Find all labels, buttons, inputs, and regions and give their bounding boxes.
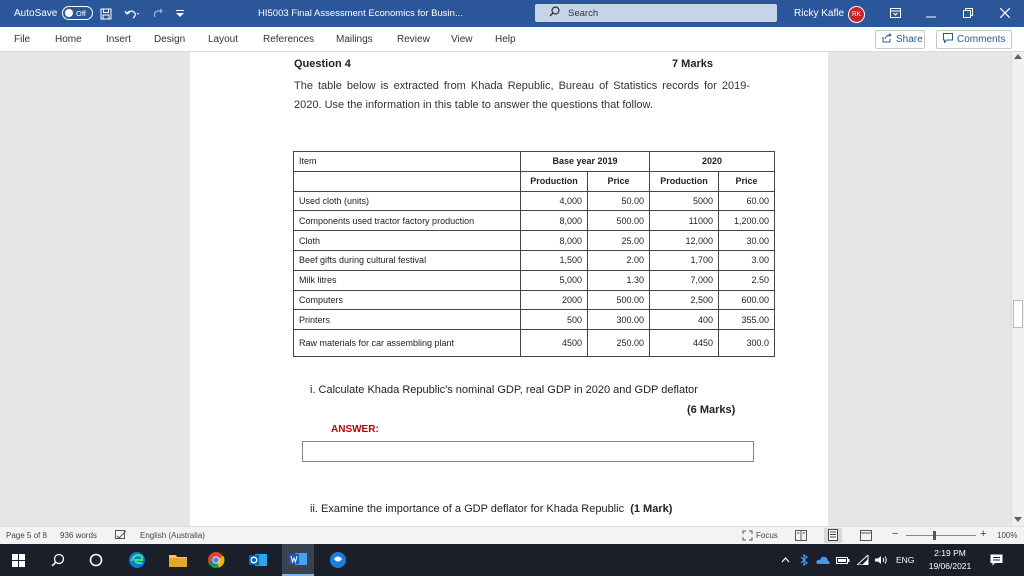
- close-button[interactable]: [988, 0, 1022, 27]
- status-bar: [0, 526, 1024, 544]
- restore-icon: [963, 6, 973, 21]
- system-clock[interactable]: [915, 547, 985, 573]
- zoom-out-button[interactable]: −: [892, 528, 899, 540]
- share-icon: [882, 33, 892, 46]
- save-icon[interactable]: [100, 8, 112, 20]
- table-subheader-row: [294, 171, 775, 191]
- zoom-slider-track[interactable]: [906, 535, 976, 536]
- search-box[interactable]: [535, 4, 777, 22]
- focus-label[interactable]: Focus: [756, 531, 778, 540]
- input-language[interactable]: ENG: [896, 555, 915, 565]
- table-cell: 2,500: [650, 290, 719, 310]
- document-page[interactable]: [190, 52, 828, 526]
- table-cell: 11000: [650, 211, 719, 231]
- app-icon[interactable]: [322, 544, 354, 576]
- search-icon: [549, 6, 560, 20]
- question-intro: The table below is extracted from Khada Republic, Bureau of Statistics records for 2019-2020. Use the information in this table to answer the questions that follow.: [294, 80, 750, 112]
- subheader-production-2019: Production: [521, 171, 588, 191]
- scroll-thumb[interactable]: [1013, 300, 1023, 328]
- tab-insert[interactable]: Insert: [106, 34, 132, 45]
- cortana-icon[interactable]: [80, 544, 112, 576]
- data-table: [293, 151, 775, 357]
- print-layout-icon[interactable]: [824, 528, 842, 543]
- table-cell: [294, 171, 521, 191]
- table-cell: 3.00: [719, 250, 775, 270]
- quick-access-toolbar: [100, 0, 184, 27]
- word-icon[interactable]: [282, 544, 314, 576]
- onedrive-icon[interactable]: [816, 544, 830, 576]
- tab-help[interactable]: Help: [495, 34, 516, 45]
- taskbar: [0, 544, 1024, 576]
- autosave-toggle[interactable]: [62, 6, 93, 20]
- table-cell: 250.00: [588, 330, 650, 357]
- tab-file[interactable]: File: [14, 34, 31, 45]
- ribbon-display-icon: [890, 6, 901, 21]
- zoom-in-button[interactable]: +: [980, 528, 987, 540]
- page-count[interactable]: Page 5 of 8: [6, 531, 47, 540]
- bluetooth-icon[interactable]: [800, 544, 808, 576]
- table-cell: 500: [521, 310, 588, 330]
- user-name[interactable]: Ricky Kafle: [794, 8, 845, 19]
- share-label: Share: [896, 34, 923, 45]
- table-cell: 8,000: [521, 231, 588, 251]
- windows-start-icon[interactable]: [2, 544, 34, 576]
- search-placeholder: Search: [568, 7, 599, 19]
- table-row: [294, 310, 775, 330]
- ribbon-display-button[interactable]: [878, 0, 912, 27]
- question-ii-text: ii. Examine the importance of a GDP deflator for Khada Republic: [310, 503, 625, 515]
- table-cell: Milk litres: [294, 270, 521, 290]
- zoom-slider-thumb[interactable]: [933, 531, 936, 540]
- table-cell: 25.00: [588, 231, 650, 251]
- table-cell: 355.00: [719, 310, 775, 330]
- table-cell: Used cloth (units): [294, 191, 521, 211]
- table-cell: 500.00: [588, 290, 650, 310]
- table-cell: 1,500: [521, 250, 588, 270]
- table-cell: Beef gifts during cultural festival: [294, 250, 521, 270]
- table-cell: 60.00: [719, 191, 775, 211]
- tab-view[interactable]: View: [451, 34, 473, 45]
- document-area: [0, 52, 1011, 526]
- header-base-year: Base year 2019: [521, 152, 650, 172]
- volume-icon[interactable]: [875, 544, 888, 576]
- table-cell: 1,700: [650, 250, 719, 270]
- answer-label: ANSWER:: [331, 424, 379, 435]
- table-cell: Computers: [294, 290, 521, 310]
- table-cell: 30.00: [719, 231, 775, 251]
- scroll-down-icon[interactable]: [1014, 517, 1022, 522]
- taskbar-search-icon[interactable]: [42, 544, 74, 576]
- subheader-production-2020: Production: [650, 171, 719, 191]
- header-2020: 2020: [650, 152, 775, 172]
- title-bar: [0, 0, 1024, 27]
- toggle-knob: [65, 9, 73, 17]
- customize-qat-icon[interactable]: [176, 9, 184, 19]
- table-row: [294, 231, 775, 251]
- question-title: Question 4: [294, 58, 351, 70]
- chrome-icon[interactable]: [200, 544, 232, 576]
- minimize-icon: [926, 6, 936, 21]
- table-cell: 2.50: [719, 270, 775, 290]
- table-header-row: [294, 152, 775, 172]
- header-item: Item: [294, 152, 521, 172]
- vertical-scrollbar[interactable]: [1011, 52, 1024, 526]
- table-cell: 4,000: [521, 191, 588, 211]
- edge-icon[interactable]: [121, 544, 153, 576]
- comments-label: Comments: [957, 34, 1006, 45]
- clock-date: 19/06/2021: [928, 561, 972, 571]
- battery-icon[interactable]: [836, 544, 850, 576]
- subheader-price-2019: Price: [588, 171, 650, 191]
- wifi-icon[interactable]: [857, 544, 869, 576]
- tab-references[interactable]: References: [263, 34, 315, 45]
- file-explorer-icon[interactable]: [162, 544, 194, 576]
- table-cell: 600.00: [719, 290, 775, 310]
- table-row: [294, 290, 775, 310]
- close-icon: [1000, 6, 1010, 21]
- table-cell: 2.00: [588, 250, 650, 270]
- autosave-label: AutoSave: [14, 8, 58, 19]
- table-cell: 50.00: [588, 191, 650, 211]
- table-cell: Cloth: [294, 231, 521, 251]
- table-cell: 4500: [521, 330, 588, 357]
- focus-icon[interactable]: [742, 530, 753, 543]
- table-cell: 1,200.00: [719, 211, 775, 231]
- tray-chevron-icon[interactable]: [781, 544, 790, 576]
- outlook-icon[interactable]: [242, 544, 274, 576]
- table-row: [294, 211, 775, 231]
- table-row: [294, 250, 775, 270]
- table-cell: 8,000: [521, 211, 588, 231]
- redo-icon[interactable]: [152, 8, 164, 20]
- undo-icon[interactable]: [124, 8, 140, 20]
- question-marks: 7 Marks: [672, 58, 713, 70]
- read-mode-icon[interactable]: [795, 530, 807, 543]
- tab-design[interactable]: Design: [154, 34, 186, 45]
- tab-mailings[interactable]: Mailings: [336, 34, 373, 45]
- ribbon-tabs: [0, 27, 1024, 52]
- comment-icon: [943, 33, 953, 46]
- tab-layout[interactable]: Layout: [208, 34, 239, 45]
- table-cell: 5000: [650, 191, 719, 211]
- table-row: [294, 270, 775, 290]
- autosave-state: Off: [76, 8, 86, 18]
- table-cell: 7,000: [650, 270, 719, 290]
- language-status[interactable]: English (Australia): [140, 531, 205, 540]
- answer-box[interactable]: [302, 441, 754, 462]
- share-button[interactable]: [875, 30, 925, 49]
- table-cell: 2000: [521, 290, 588, 310]
- notification-icon[interactable]: [990, 544, 1003, 576]
- question-i-marks: (6 Marks): [687, 404, 736, 416]
- table-cell: 4450: [650, 330, 719, 357]
- document-title: HI5003 Final Assessment Economics for Busin...: [258, 8, 463, 19]
- comments-button[interactable]: [936, 30, 1012, 49]
- clock-time: 2:19 PM: [934, 548, 966, 558]
- table-cell: 300.0: [719, 330, 775, 357]
- table-cell: 300.00: [588, 310, 650, 330]
- scroll-up-icon[interactable]: [1014, 54, 1022, 59]
- table-cell: 500.00: [588, 211, 650, 231]
- table-cell: Raw materials for car assembling plant: [294, 330, 521, 357]
- web-layout-icon[interactable]: [860, 530, 872, 543]
- table-cell: Printers: [294, 310, 521, 330]
- table-cell: Components used tractor factory production: [294, 211, 521, 231]
- tab-review[interactable]: Review: [397, 34, 430, 45]
- avatar[interactable]: RK: [848, 6, 865, 23]
- tab-home[interactable]: Home: [55, 34, 82, 45]
- question-ii-marks: (1 Mark): [630, 503, 673, 515]
- minimize-button[interactable]: [914, 0, 948, 27]
- zoom-level[interactable]: 100%: [997, 531, 1018, 540]
- table-row: [294, 191, 775, 211]
- table-cell: 12,000: [650, 231, 719, 251]
- question-ii: [310, 503, 672, 515]
- table-cell: 5,000: [521, 270, 588, 290]
- subheader-price-2020: Price: [719, 171, 775, 191]
- table-cell: 1.30: [588, 270, 650, 290]
- table-cell: 400: [650, 310, 719, 330]
- word-count[interactable]: 936 words: [60, 531, 97, 540]
- question-i: i. Calculate Khada Republic's nominal GDP, real GDP in 2020 and GDP deflator: [310, 384, 698, 396]
- restore-button[interactable]: [951, 0, 985, 27]
- table-row: [294, 330, 775, 357]
- proofing-icon[interactable]: [115, 530, 127, 543]
